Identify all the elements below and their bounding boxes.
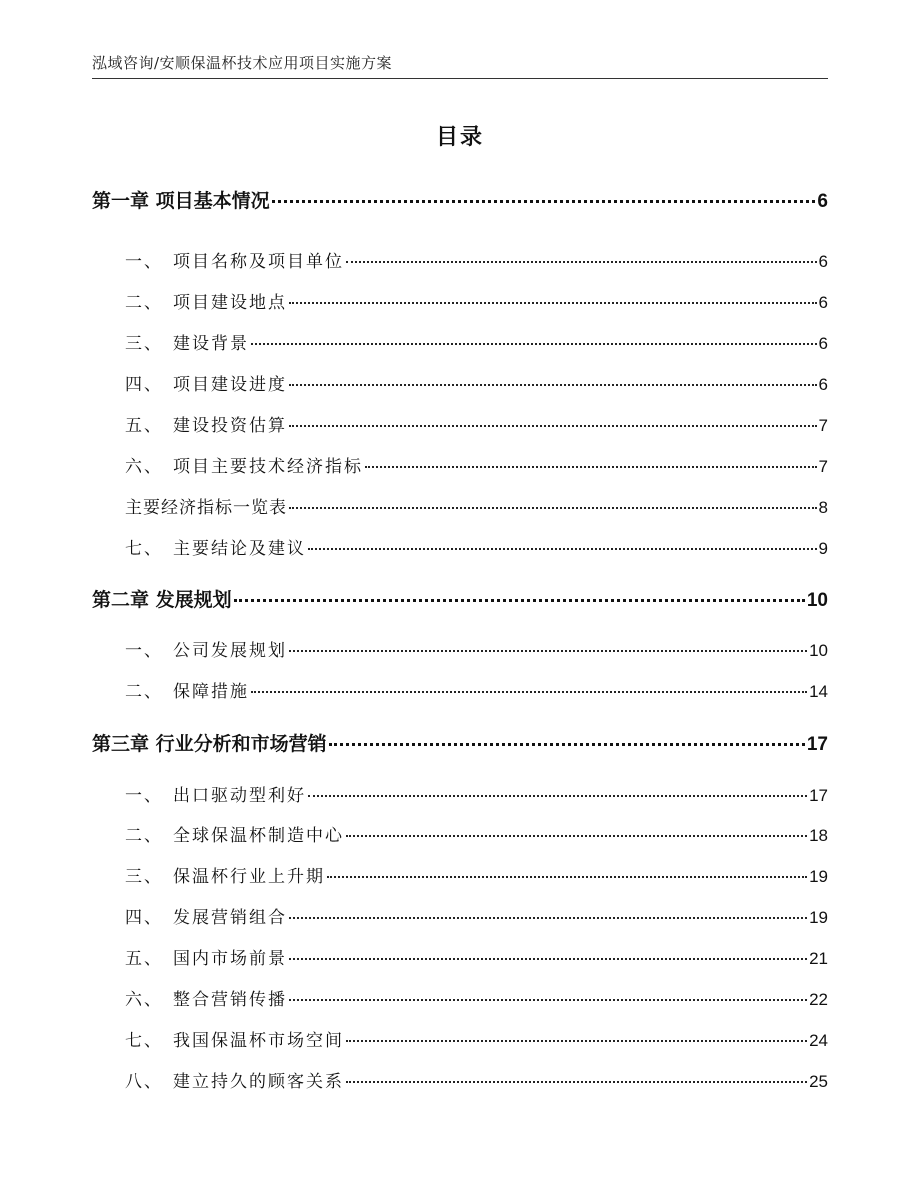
toc-entry-number: 一、 — [125, 786, 163, 806]
toc-entry-label: 国内市场前景 — [173, 949, 287, 969]
toc-page-number: 17 — [809, 786, 828, 805]
toc-entry-number: 三、 — [125, 867, 163, 887]
toc-entry-label: 第二章 发展规划 — [92, 589, 232, 611]
toc-page-number: 21 — [809, 949, 828, 968]
toc-section-entry[interactable] — [125, 903, 828, 928]
toc-entry-number: 一、 — [125, 252, 163, 272]
toc-page-number: 18 — [809, 826, 828, 845]
toc-section-entry[interactable] — [125, 862, 828, 887]
toc-entry-label: 项目主要技术经济指标 — [173, 457, 363, 477]
toc-leader-dots — [289, 302, 817, 304]
toc-entry-label: 出口驱动型利好 — [173, 786, 306, 806]
toc-section-entry[interactable] — [125, 288, 828, 313]
toc-leader-dots — [234, 599, 805, 602]
toc-entry-number: 四、 — [125, 375, 163, 395]
toc-entry-number: 七、 — [125, 539, 163, 559]
toc-chapter-entry[interactable] — [92, 585, 828, 612]
toc-section-entry[interactable] — [125, 534, 828, 559]
toc-page-number: 22 — [809, 990, 828, 1009]
toc-entry-label: 主要经济指标一览表 — [125, 498, 287, 518]
toc-entry-label: 主要结论及建议 — [173, 539, 306, 559]
toc-entry-label: 发展营销组合 — [173, 908, 287, 928]
toc-entry-label: 第一章 项目基本情况 — [92, 190, 270, 212]
toc-leader-dots — [327, 876, 807, 878]
toc-entry-number: 八、 — [125, 1072, 163, 1092]
toc-leader-dots — [308, 795, 807, 797]
toc-entry-label: 我国保温杯市场空间 — [173, 1031, 344, 1051]
toc-entry-label: 项目建设进度 — [173, 375, 287, 395]
toc-page-number: 19 — [809, 908, 828, 927]
toc-leader-dots — [272, 200, 816, 203]
toc-page-number: 6 — [818, 334, 828, 353]
toc-entry-number: 五、 — [125, 416, 163, 436]
toc-section-entry[interactable] — [125, 821, 828, 846]
toc-entry-label: 项目建设地点 — [173, 293, 287, 313]
toc-section-entry[interactable] — [125, 452, 828, 477]
toc-page-number: 7 — [818, 457, 828, 476]
toc-leader-dots — [289, 650, 807, 652]
toc-entry-number: 五、 — [125, 949, 163, 969]
toc-entry-label: 建设背景 — [173, 334, 249, 354]
toc-page-number: 14 — [809, 682, 828, 701]
toc-page-number: 6 — [818, 293, 828, 312]
toc-page-number: 10 — [809, 641, 828, 660]
toc-entry-number: 二、 — [125, 826, 163, 846]
toc-leader-dots — [289, 425, 817, 427]
toc-section-entry[interactable] — [125, 944, 828, 969]
toc-page-number: 19 — [809, 867, 828, 886]
toc-page-number: 8 — [818, 498, 828, 517]
toc-section-entry[interactable] — [125, 985, 828, 1010]
toc-page-number: 17 — [806, 734, 828, 755]
toc-leader-dots — [365, 466, 817, 468]
toc-entry-label: 公司发展规划 — [173, 641, 287, 661]
toc-section-entry[interactable] — [125, 329, 828, 354]
toc-page-number: 6 — [818, 375, 828, 394]
toc-entry-number: 二、 — [125, 682, 163, 702]
toc-section-entry[interactable] — [125, 636, 828, 661]
toc-chapter-entry[interactable] — [92, 729, 828, 756]
toc-entry-label: 第三章 行业分析和市场营销 — [92, 733, 327, 755]
toc-entry-label: 建设投资估算 — [173, 416, 287, 436]
toc-section-entry[interactable] — [125, 247, 828, 272]
toc-entry-label: 保障措施 — [173, 682, 249, 702]
toc-leader-dots — [251, 343, 817, 345]
toc-entry-label: 全球保温杯制造中心 — [173, 826, 344, 846]
toc-leader-dots — [346, 835, 807, 837]
toc-entry-label: 建立持久的顾客关系 — [173, 1072, 344, 1092]
toc-chapter-entry[interactable] — [92, 186, 828, 213]
toc-section-entry[interactable] — [125, 1067, 828, 1092]
toc-leader-dots — [289, 999, 807, 1001]
toc-entry-number: 三、 — [125, 334, 163, 354]
toc-section-entry[interactable] — [125, 1026, 828, 1051]
toc-leader-dots — [289, 917, 807, 919]
toc-leader-dots — [346, 261, 817, 263]
toc-section-entry[interactable] — [125, 411, 828, 436]
toc-leader-dots — [251, 691, 807, 693]
toc-section-entry[interactable] — [125, 677, 828, 702]
toc-entry-number: 六、 — [125, 990, 163, 1010]
toc-entry-number: 一、 — [125, 641, 163, 661]
toc-page-number: 24 — [809, 1031, 828, 1050]
toc-page-number: 25 — [809, 1072, 828, 1091]
toc-entry-number: 四、 — [125, 908, 163, 928]
running-header: 泓域咨询/安顺保温杯技术应用项目实施方案 — [92, 54, 393, 72]
toc-leader-dots — [308, 548, 817, 550]
toc-page-number: 6 — [817, 191, 828, 212]
toc-section-entry[interactable] — [125, 370, 828, 395]
toc-page-number: 7 — [818, 416, 828, 435]
toc-page-number: 10 — [806, 590, 828, 611]
toc-entry-number: 七、 — [125, 1031, 163, 1051]
toc-leader-dots — [346, 1040, 807, 1042]
toc-leader-dots — [346, 1081, 807, 1083]
toc-section-entry[interactable] — [125, 493, 828, 518]
toc-entry-label: 项目名称及项目单位 — [173, 252, 344, 272]
toc-entry-number: 六、 — [125, 457, 163, 477]
toc-entry-label: 整合营销传播 — [173, 990, 287, 1010]
toc-section-entry[interactable] — [125, 781, 828, 806]
toc-leader-dots — [289, 958, 807, 960]
toc-leader-dots — [289, 384, 817, 386]
toc-title: 目录 — [435, 125, 484, 150]
toc-entry-number: 二、 — [125, 293, 163, 313]
toc-leader-dots — [289, 507, 817, 509]
toc-page-number: 6 — [818, 252, 828, 271]
toc-entry-label: 保温杯行业上升期 — [173, 867, 325, 887]
toc-leader-dots — [329, 743, 805, 746]
toc-page-number: 9 — [818, 539, 828, 558]
